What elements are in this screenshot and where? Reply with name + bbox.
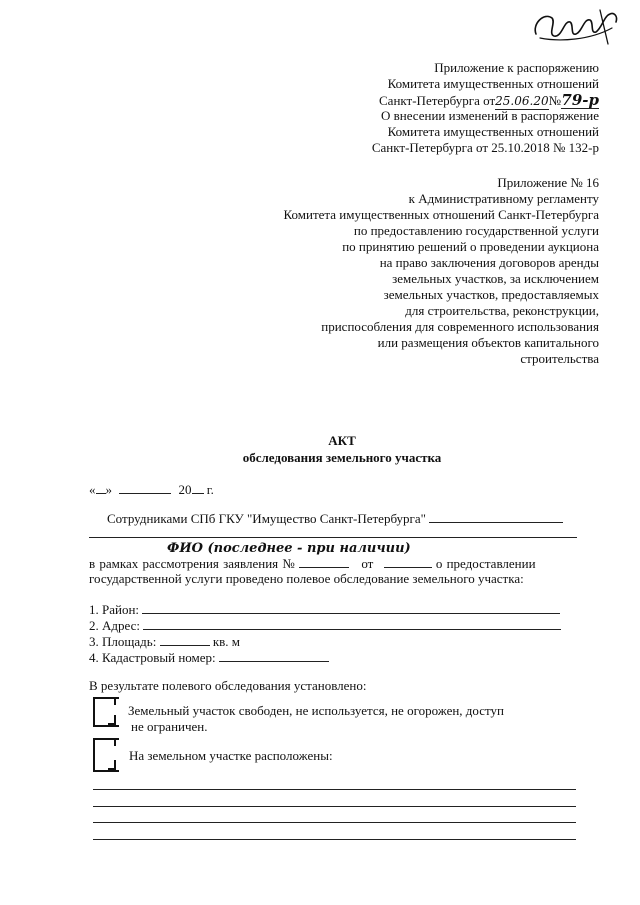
buildings-blank-line-4[interactable] <box>93 839 576 840</box>
act-date-line <box>89 481 214 498</box>
header-regulation-annex <box>284 175 600 367</box>
area-field <box>89 633 240 650</box>
order-date-handwritten: 25.06.20 <box>495 94 549 108</box>
buildings-blank-line-3[interactable] <box>93 822 576 823</box>
area-blank[interactable] <box>160 633 210 646</box>
application-number-blank[interactable] <box>299 555 349 568</box>
document-title: АКТ <box>328 433 356 448</box>
day-blank[interactable] <box>96 481 106 494</box>
month-blank[interactable] <box>119 481 171 494</box>
date-quote-close: » <box>105 482 112 497</box>
district-blank[interactable] <box>142 601 560 614</box>
option1-text-line2: не ограничен. <box>131 719 208 734</box>
header1-line5: Комитета имущественных отношений <box>387 124 599 139</box>
document-subtitle: обследования земельного участка <box>242 450 442 465</box>
signature <box>530 4 624 48</box>
header1-line3 <box>372 92 599 108</box>
fio-blank-line[interactable] <box>89 537 577 538</box>
option1-checkbox[interactable] <box>93 697 119 725</box>
staff-text: Сотрудниками СПб ГКУ "Имущество Санкт-Петербурга" <box>107 511 426 526</box>
header2-line12: строительства <box>520 351 599 366</box>
header2-line3: Комитета имущественных отношений Санкт-Петербурга <box>283 207 599 222</box>
area-unit: кв. м <box>212 634 240 649</box>
header-order-annex <box>372 60 599 156</box>
application-text-c: о предоставлении <box>435 556 536 571</box>
address-label: 2. Адрес: <box>89 618 140 633</box>
application-date-blank[interactable] <box>384 555 432 568</box>
application-line1 <box>89 555 536 572</box>
header2-line11: или размещения объектов капитального <box>377 335 599 350</box>
header2-line1: Приложение № 16 <box>497 175 599 190</box>
address-blank[interactable] <box>143 617 561 630</box>
buildings-blank-line-1[interactable] <box>93 789 576 790</box>
district-label: 1. Район: <box>89 602 140 617</box>
option1-text-line1: Земельный участок свободен, не используется, не огорожен, доступ <box>128 703 504 718</box>
cadastral-field <box>89 649 329 666</box>
header2-line2: к Административному регламенту <box>408 191 599 206</box>
header2-line4: по предоставлению государственной услуги <box>353 223 599 238</box>
cadastral-blank[interactable] <box>219 649 329 662</box>
staff-blank[interactable] <box>429 510 563 523</box>
header1-line3-text: Санкт-Петербурга от <box>379 93 496 108</box>
year-suffix: г. <box>206 482 214 497</box>
application-text-b: от <box>361 556 374 571</box>
option2-checkbox[interactable] <box>93 738 119 770</box>
header2-line8: земельных участков, предоставляемых <box>383 287 599 302</box>
result-intro: В результате полевого обследования установлено: <box>89 678 367 693</box>
header2-line9: для строительства, реконструкции, <box>405 303 599 318</box>
header1-line4: О внесении изменений в распоряжение <box>380 108 599 123</box>
application-line2: государственной услуги проведено полевое обследование земельного участка: <box>89 571 524 586</box>
date-quote-open: « <box>89 482 96 497</box>
district-field <box>89 601 560 618</box>
header1-line2: Комитета имущественных отношений <box>387 76 599 91</box>
header1-line6: Санкт-Петербурга от 25.10.2018 № 132-р <box>371 140 599 155</box>
header1-line1: Приложение к распоряжению <box>434 60 599 75</box>
header2-line7: земельных участков, за исключением <box>392 271 599 286</box>
buildings-blank-line-2[interactable] <box>93 806 576 807</box>
fio-caption: ФИО (последнее - при наличии) <box>167 541 411 556</box>
order-number-handwritten: 79-р <box>561 91 599 109</box>
header2-line10: приспособления для современного использования <box>321 319 599 334</box>
cadastral-label: 4. Кадастровый номер: <box>89 650 216 665</box>
year-blank[interactable] <box>192 481 204 494</box>
header2-line5: по принятию решений о проведении аукциона <box>342 239 599 254</box>
address-field <box>89 617 561 634</box>
header2-line6: на право заключения договоров аренды <box>379 255 599 270</box>
year-prefix: 20 <box>178 482 192 497</box>
order-number-label: № <box>548 93 561 108</box>
area-label: 3. Площадь: <box>89 634 157 649</box>
application-text-a: в рамках рассмотрения заявления № <box>89 556 295 571</box>
staff-line <box>107 510 563 527</box>
option2-text: На земельном участке расположены: <box>129 748 333 763</box>
